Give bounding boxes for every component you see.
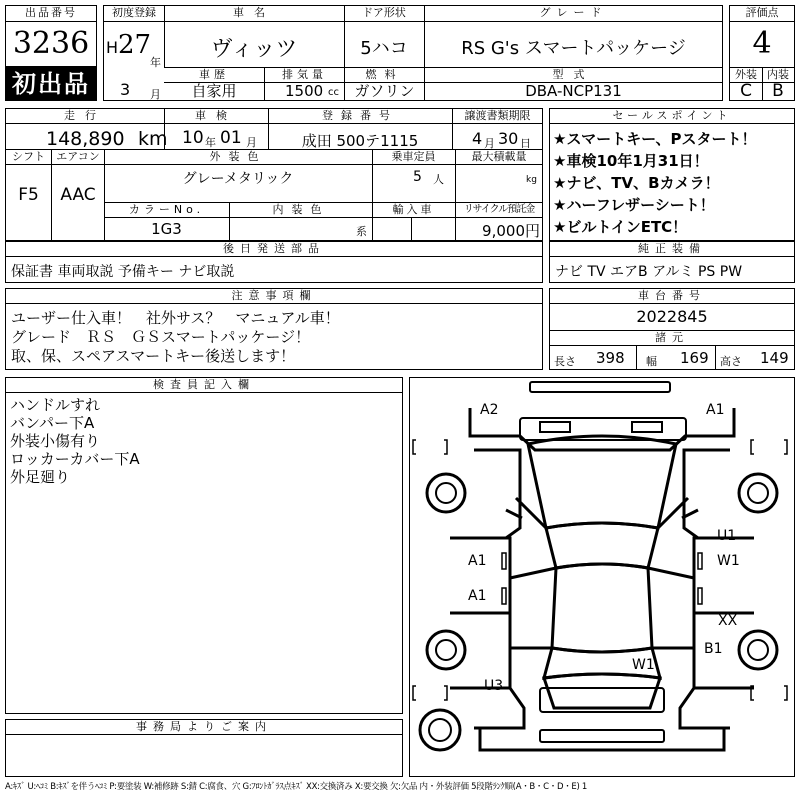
note-line-3: 取、保、スペアスマートキー後送します！ — [11, 347, 296, 365]
header-main-box — [103, 5, 723, 101]
transfer-month: 4 — [472, 129, 483, 148]
length: 398 — [596, 349, 625, 367]
dims-label: 諸元 — [655, 331, 689, 344]
door-label: ドア形状 — [362, 6, 406, 19]
displacement-unit: cc — [328, 87, 339, 98]
chassis-number: 2022845 — [636, 307, 708, 326]
length-label: 長さ — [554, 355, 576, 368]
sales-point-3: ★ナビ、TV、Bカメラ！ — [553, 174, 720, 192]
score: 4 — [752, 26, 772, 61]
color-no: 1G3 — [151, 220, 182, 238]
first-reg-year: 27 — [118, 30, 152, 60]
color-no-label: カラーNo. — [128, 203, 205, 216]
capacity: 5 — [413, 169, 422, 185]
width: 169 — [680, 349, 709, 367]
inspector-line-4: ロッカーカバー下A — [10, 450, 140, 468]
month-unit: 月 — [150, 88, 161, 101]
inspection-label: 車検 — [195, 109, 237, 122]
details-box — [5, 108, 543, 241]
first-listing-text: 初出品 — [12, 70, 90, 98]
interior-grade: B — [772, 81, 784, 101]
ac-label: エアコン — [56, 150, 100, 163]
first-reg-month: 3 — [120, 80, 131, 99]
year-unit: 年 — [150, 56, 161, 69]
plate-label: 登録番号 — [322, 109, 398, 122]
diagram-mark-right-door-lower: W1 — [717, 553, 740, 569]
sales-point-1: ★スマートキー、Pスタート！ — [553, 130, 757, 148]
mileage-label: 走行 — [64, 109, 106, 122]
inspector-line-2: バンパー下A — [10, 414, 95, 432]
height: 149 — [760, 349, 789, 367]
inspector-line-5: 外足廻り — [10, 468, 71, 486]
shift: F5 — [18, 185, 39, 205]
transfer-day: 30 — [498, 129, 519, 148]
recycle-label: リサイクル預託金 — [463, 204, 535, 215]
model: DBA-NCP131 — [525, 82, 622, 100]
door-type: 5ハコ — [360, 38, 408, 59]
car-diagram — [410, 378, 794, 776]
ac: AAC — [60, 185, 96, 205]
lot-number-box — [5, 5, 97, 67]
later-parts: 保証書 車両取説 予備キー ナビ取説 — [11, 264, 235, 280]
sales-point-5: ★ビルトインETC！ — [553, 218, 688, 236]
car-name: ヴィッツ — [210, 37, 298, 62]
width-label: 幅 — [646, 355, 657, 368]
diagram-mark-right-door-upper: U1 — [717, 528, 737, 544]
inspector-box — [5, 377, 403, 714]
era: H — [106, 38, 119, 57]
equipment-box — [549, 241, 795, 283]
fuel-label: 燃料 — [365, 68, 404, 81]
score-label: 評価点 — [745, 6, 779, 19]
equipment-label: 純正装備 — [638, 242, 706, 255]
sales-points-box — [549, 108, 795, 241]
displacement: 1500 — [285, 82, 324, 100]
first-reg-label: 初度登録 — [112, 6, 156, 19]
mileage-unit: km — [138, 128, 168, 150]
sales-point-2: ★車検10年1月31日！ — [553, 152, 709, 170]
sales-point-4: ★ハーフレザーシート！ — [553, 196, 715, 214]
grade-label: グレード — [539, 6, 608, 19]
inspection-year: 10 — [182, 128, 204, 148]
fuel: ガソリン — [354, 82, 415, 100]
exterior-grade: C — [740, 81, 752, 101]
damage-legend: A:ｷｽﾞ U:ﾍｺﾐ B:ｷｽﾞを伴うﾍｺﾐ P:要塗装 W:補修跡 S:錆 C:腐食、穴 G:ﾌﾛﾝﾄｶﾞﾗｽ点ｷｽﾞ XX:交換済み X:要交換 欠:欠品 内・外装評価 5段階ﾗﾝｸ順(A・B・C・D・E) 1 — [5, 782, 588, 792]
height-label: 高さ — [720, 355, 742, 368]
exterior-color: グレーメタリック — [182, 171, 294, 187]
office-box — [5, 719, 403, 777]
car-diagram-box — [409, 377, 795, 777]
model-label: 型式 — [552, 68, 595, 81]
notes-label: 注意事項欄 — [231, 289, 317, 302]
interior-label: 内装 — [767, 68, 789, 81]
inspector-line-3: 外装小傷有り — [10, 432, 101, 450]
later-parts-label: 後日発送部品 — [223, 242, 325, 255]
exterior-label: 外装 — [735, 68, 757, 81]
capacity-unit: 人 — [433, 173, 444, 186]
score-box — [729, 5, 795, 101]
inspector-label: 検査員記入欄 — [153, 378, 255, 391]
import-label: 輸入車 — [392, 203, 435, 216]
transfer-month-unit: 月 — [484, 137, 495, 150]
inspection-month-unit: 月 — [246, 136, 257, 149]
plate: 成田 500テ1115 — [301, 132, 419, 150]
lot-number: 3236 — [12, 26, 90, 61]
history-label: 車歴 — [199, 68, 229, 81]
later-parts-box — [5, 241, 543, 283]
load-label: 最大積載量 — [471, 150, 527, 163]
transfer-day-unit: 日 — [520, 137, 531, 150]
grade: RS G's スマートパッケージ — [461, 38, 686, 59]
car-name-label: 車名 — [233, 6, 275, 19]
inspector-line-1: ハンドルすれ — [10, 396, 101, 414]
color-label: 外装色 — [209, 150, 267, 163]
notes-box — [5, 288, 543, 370]
diagram-mark-left-door-front: A1 — [468, 553, 487, 569]
diagram-mark-front-right: A1 — [706, 402, 725, 418]
inspection-month: 01 — [220, 128, 242, 148]
displacement-label: 排気量 — [282, 68, 327, 81]
diagram-mark-left-door-rear: A1 — [468, 588, 487, 604]
diagram-mark-front-left: A2 — [480, 402, 499, 418]
chassis-box — [549, 288, 795, 370]
note-line-2: グレード ＲＳ ＧＳスマートパッケージ！ — [11, 328, 311, 346]
capacity-label: 乗車定員 — [391, 150, 436, 163]
shift-label: シフト — [12, 150, 45, 163]
mileage: 148,890 — [46, 128, 125, 150]
note-line-1: ユーザー仕入車！ 社外サス？ マニュアル車！ — [11, 309, 340, 327]
history: 自家用 — [191, 82, 237, 100]
transfer-label: 譲渡書類期限 — [464, 109, 531, 122]
inspection-year-unit: 年 — [205, 136, 216, 149]
load-unit: kg — [526, 175, 537, 185]
sales-points-label: セールスポイント — [612, 109, 732, 122]
equipment: ナビ TV エアB アルミ PS PW — [555, 264, 743, 280]
office-label: 事務局よりご案内 — [136, 720, 272, 733]
lot-number-label: 出品番号 — [25, 6, 77, 19]
diagram-mark-right-rear-door: XX — [718, 613, 738, 629]
diagram-mark-right-rear-fender: B1 — [704, 641, 723, 657]
chassis-label: 車台番号 — [638, 289, 706, 302]
first-listing-badge — [5, 67, 97, 101]
interior-color-unit: 系 — [356, 225, 367, 238]
diagram-mark-trunk: W1 — [632, 657, 655, 673]
recycle: 9,000円 — [482, 222, 540, 240]
diagram-mark-rear-left: U3 — [484, 678, 504, 694]
interior-color-label: 内装色 — [272, 203, 330, 216]
